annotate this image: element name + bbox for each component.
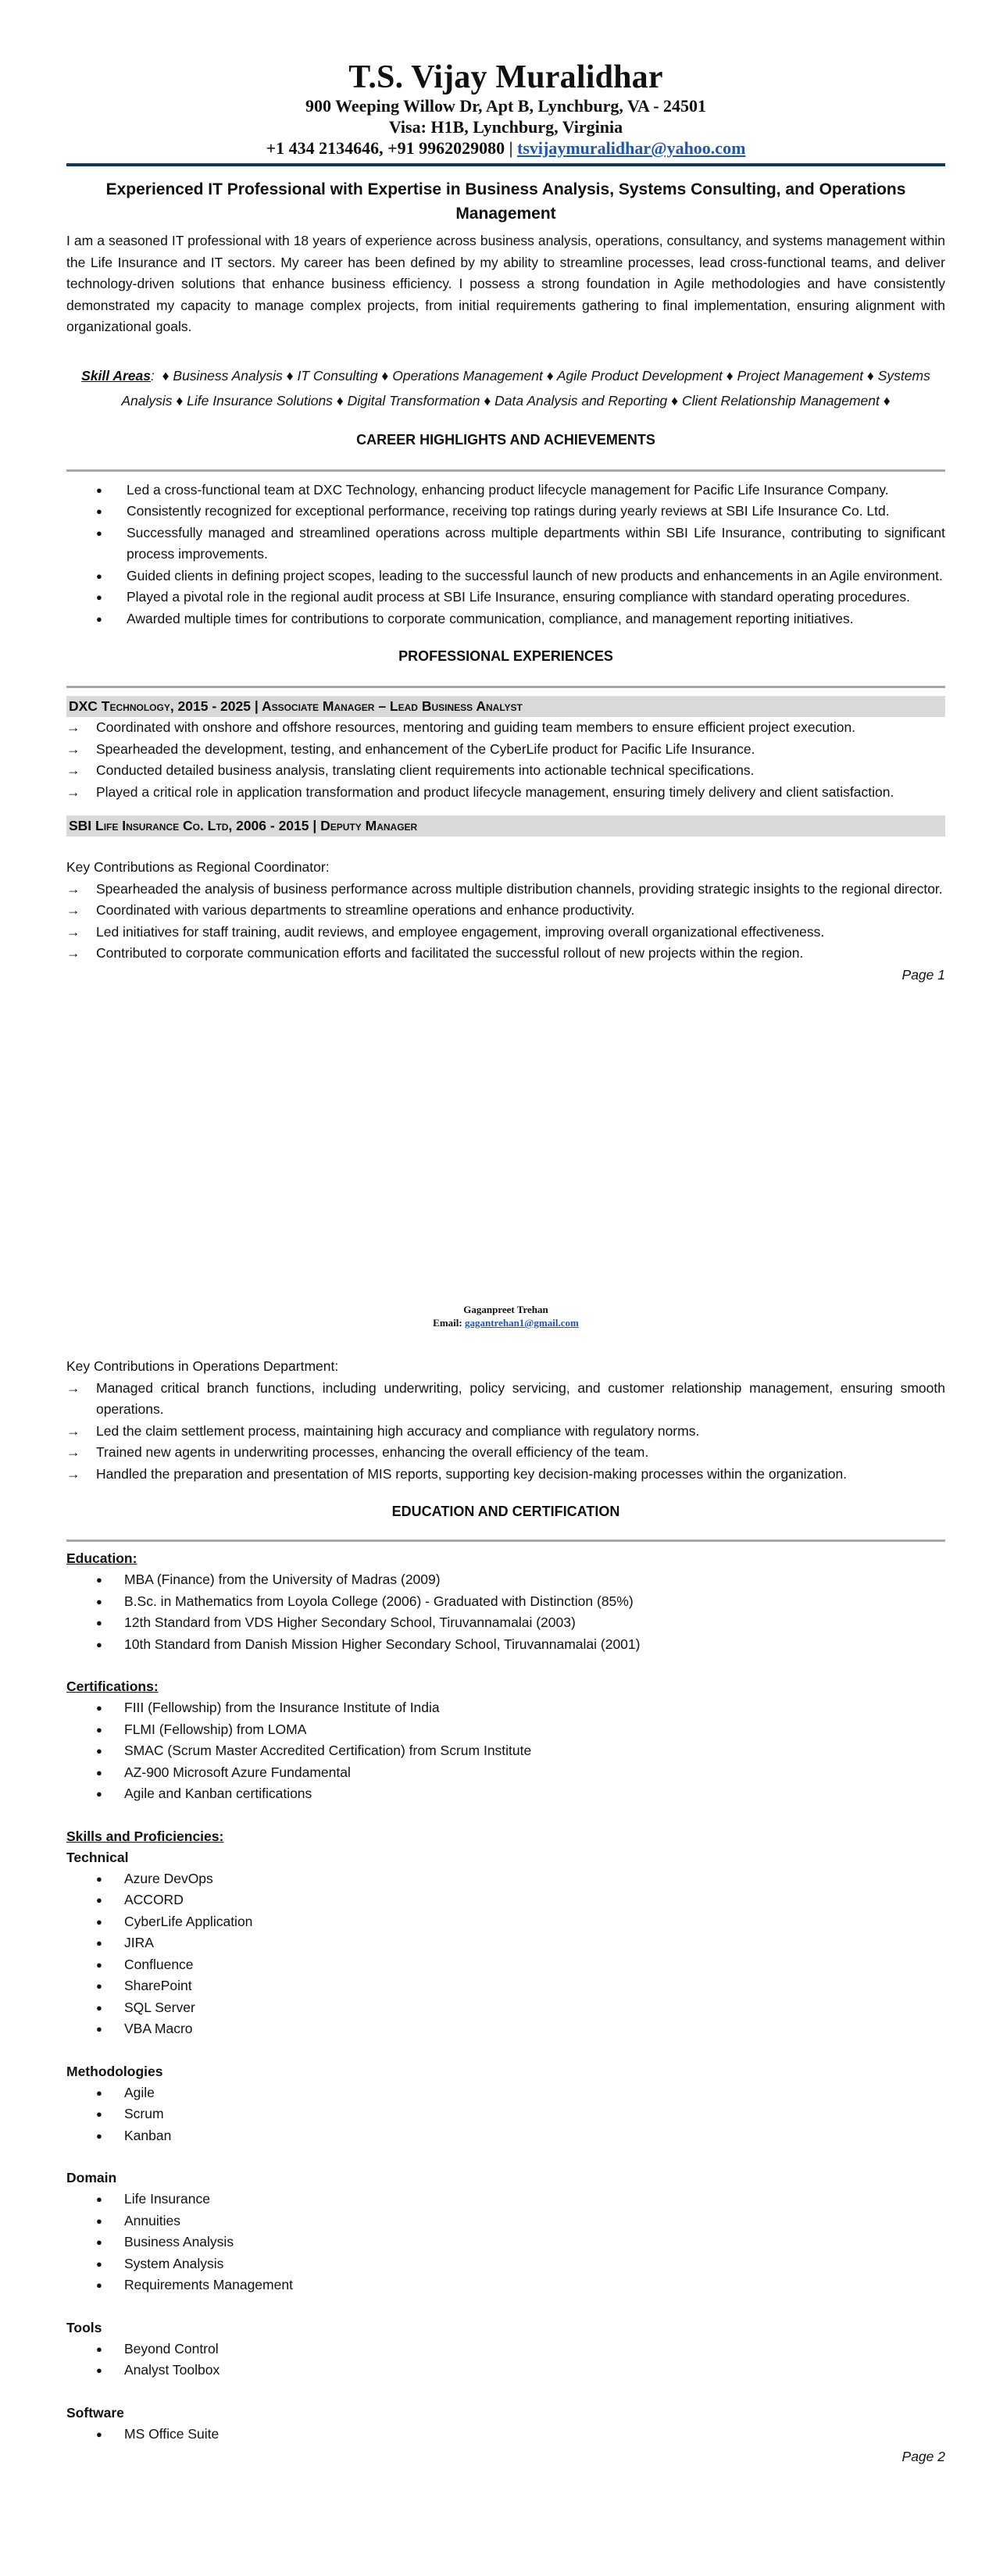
duty-item [66, 879, 945, 901]
bullet-icon: ● [96, 2342, 102, 2355]
list-item-text: Annuities [124, 2212, 180, 2228]
skills-categories [66, 1847, 945, 2446]
list-item-text: Life Insurance [124, 2191, 210, 2207]
duty-text: Coordinated with various departments to streamline operations and enhance productivity. [96, 902, 635, 918]
highlights-list [66, 480, 945, 630]
bullet-icon: ● [96, 1872, 102, 1885]
skill-category [66, 2061, 945, 2147]
duty-text: Handled the preparation and presentation of MIS reports, supporting key decision-making processes within the organization. [96, 1465, 848, 1482]
list-item-text: Led a cross-functional team at DXC Technology, enhancing product lifecycle management for Pacific Life Insurance Company. [127, 481, 889, 498]
skill-area-item: Systems Analysis [121, 367, 930, 409]
arrow-icon: → [66, 740, 80, 757]
diamond-icon: ♦ [671, 392, 682, 409]
bullet-icon: ● [96, 2236, 102, 2248]
bullet-icon: ● [96, 2279, 102, 2291]
profile-headline: Experienced IT Professional with Expertise in Business Analysis, Systems Consulting, and Operations Management [105, 180, 906, 223]
bullet-icon: ● [96, 1980, 102, 1992]
bullet-icon: ● [96, 569, 102, 582]
highlight-item [66, 608, 945, 630]
list-item-text: AZ-900 Microsoft Azure Fundamental [124, 1764, 351, 1780]
bullet-icon: ● [96, 2086, 102, 2099]
skill-areas-label: Skill Areas [81, 367, 152, 384]
duty-item [66, 922, 945, 944]
bullet-icon: ● [96, 2428, 102, 2440]
list-item-text: FIII (Fellowship) from the Insurance Institute of India [124, 1700, 440, 1715]
list-item-text: Beyond Control [124, 2340, 219, 2357]
duty-item [66, 760, 945, 782]
list-item-text: Analyst Toolbox [124, 2362, 220, 2378]
arrow-icon: → [66, 1444, 80, 1460]
duty-text: Coordinated with onshore and offshore resources, mentoring and guiding team members to ensure efficient project execution. [96, 719, 856, 735]
skill-item [66, 1932, 945, 1954]
education-label: Education: [66, 1550, 137, 1566]
bullet-icon: ● [96, 2129, 102, 2142]
skill-item [66, 2424, 945, 2446]
education-list [66, 1569, 945, 1655]
list-item-text: SharePoint [124, 1978, 192, 1993]
list-item-text: MBA (Finance) from the University of Madras (2009) [124, 1572, 441, 1587]
profile-summary: I am a seasoned IT professional with 18 years of experience across business analysis, operations, consultancy, and systems management within the Life Insurance and IT sectors. My career has been defined by my ability to streamline processes, lead cross-functional teams, and deliver technology-driven solutions that enhance business efficiency. I possess a strong foundation in Agile methodologies and have consistently demonstrated my capacity to manage complex projects, from initial requirements gathering to final implementation, ensuring alignment with organizational goals. [66, 233, 945, 334]
section-divider [66, 1540, 945, 1542]
skill-area-item: Operations Management [392, 367, 547, 384]
highlight-item [66, 566, 945, 587]
diamond-icon: ♦ [381, 367, 393, 384]
skill-category-title: Technical [66, 1849, 129, 1865]
list-item-text: System Analysis [124, 2255, 224, 2271]
skill-area-item: Client Relationship Management [681, 392, 884, 409]
duty-text: Spearheaded the development, testing, and enhancement of the CyberLife product for Pacific Life Insurance. [96, 740, 755, 757]
bullet-icon: ● [96, 505, 102, 517]
duty-item [66, 1421, 945, 1443]
list-item-text: Successfully managed and streamlined operations across multiple departments within SBI Life Insurance, contributing to significant process improvements. [127, 524, 945, 562]
bullet-icon: ● [96, 1937, 102, 1949]
skill-item [66, 2189, 945, 2210]
skill-category-title: Tools [66, 2319, 102, 2335]
skill-category-list [66, 2189, 945, 2296]
diamond-icon: ♦ [866, 367, 878, 384]
duty-text: Contributed to corporate communication efforts and facilitated the successful rollout of new projects within the region. [96, 945, 804, 961]
skill-area-item: Data Analysis and Reporting [494, 392, 672, 409]
bullet-icon: ● [96, 1915, 102, 1928]
skill-area-item: Life Insurance Solutions [187, 392, 337, 409]
bullet-icon: ● [96, 2364, 102, 2376]
duty-item [66, 1442, 945, 1464]
diamond-icon: ♦ [162, 367, 173, 384]
list-item-text: Guided clients in defining project scopes, leading to the successful launch of new products and enhancements in an Agile environment. [127, 567, 943, 583]
skill-category [66, 2167, 945, 2296]
skill-category-list [66, 1868, 945, 2040]
list-item-text: 12th Standard from VDS Higher Secondary School, Tiruvannamalai (2003) [124, 1614, 576, 1630]
list-item-text: Confluence [124, 1956, 194, 1972]
skill-item [66, 2339, 945, 2360]
diamond-icon: ♦ [546, 367, 557, 384]
job-dxc [66, 696, 945, 803]
skill-category-title: Methodologies [66, 2063, 163, 2079]
skill-item [66, 1868, 945, 1890]
arrow-icon: → [66, 902, 80, 918]
header-divider [66, 163, 945, 166]
bullet-icon: ● [96, 1745, 102, 1757]
certification-item [66, 1762, 945, 1784]
skill-item [66, 2018, 945, 2040]
job-duties-list [66, 879, 945, 965]
page-number: Page 2 [901, 2449, 945, 2464]
arrow-icon: → [66, 923, 80, 940]
duty-text: Trained new agents in underwriting processes, enhancing the overall efficiency of the team. [96, 1444, 649, 1460]
skill-item [66, 1889, 945, 1911]
bullet-icon: ● [96, 612, 102, 625]
duty-text: Conducted detailed business analysis, translating client requirements into actionable technical specifications. [96, 762, 755, 778]
candidate-address: 900 Weeping Willow Dr, Apt B, Lynchburg, VA - 24501 [305, 96, 707, 116]
candidate-name: T.S. Vijay Muralidhar [348, 59, 663, 95]
bullet-icon: ● [96, 1958, 102, 1971]
bullet-icon: ● [96, 2001, 102, 2014]
list-item-text: MS Office Suite [124, 2425, 220, 2442]
arrow-icon: → [66, 719, 80, 735]
skill-item [66, 2275, 945, 2296]
list-item-text: ACCORD [124, 1892, 184, 1907]
bullet-icon: ● [96, 1894, 102, 1906]
skill-item [66, 1954, 945, 1976]
list-item-text: Agile [124, 2084, 155, 2100]
duty-text: Led initiatives for staff training, audit reviews, and employee engagement, improving overall organizational effectiveness. [96, 923, 825, 940]
job-group-label: Key Contributions as Regional Coordinator: [66, 859, 330, 875]
bullet-icon: ● [96, 526, 102, 539]
skill-area-item: Project Management [737, 367, 867, 384]
list-item-text: CyberLife Application [124, 1913, 253, 1929]
page2-header-email [66, 1316, 945, 1329]
skill-item [66, 1997, 945, 2019]
job-duties-list [66, 1378, 945, 1486]
skill-item [66, 2103, 945, 2125]
job-header: DXC Technology, 2015 - 2025 | Associate Manager – Lead Business Analyst [66, 696, 945, 717]
certifications-label: Certifications: [66, 1679, 159, 1694]
skill-areas: Skill Areas: ♦ Business Analysis ♦ IT Consulting ♦ Operations Management ♦ Agile Product Development ♦ Project Management ♦ Systems Analysis ♦ Life Insurance Solutions ♦ Digital Transformation ♦ Data Analysis and Reporting ♦ Client Relationship Management ♦ [81, 367, 930, 409]
list-item-text: SMAC (Scrum Master Accredited Certification) from Scrum Institute [124, 1743, 532, 1758]
bullet-icon: ● [96, 1766, 102, 1779]
job-duties-list [66, 717, 945, 803]
highlight-item [66, 480, 945, 501]
candidate-phones: +1 434 2134646, +91 9962029080 | [266, 138, 517, 158]
diamond-icon: ♦ [726, 367, 737, 384]
bullet-icon: ● [96, 2257, 102, 2270]
job-sbi [66, 815, 945, 965]
duty-item [66, 739, 945, 761]
skill-item [66, 2125, 945, 2147]
certification-item [66, 1719, 945, 1741]
candidate-visa: Visa: H1B, Lynchburg, Virginia [388, 117, 623, 137]
skill-category-list [66, 2339, 945, 2382]
duty-item [66, 782, 945, 804]
arrow-icon: → [66, 1379, 80, 1396]
skill-category-title: Domain [66, 2170, 117, 2185]
bullet-icon: ● [96, 1638, 102, 1650]
bullet-icon: ● [96, 2108, 102, 2120]
education-item [66, 1591, 945, 1613]
skill-category-list [66, 2082, 945, 2147]
candidate-email-link[interactable]: tsvijaymuralidhar@yahoo.com [517, 138, 746, 158]
diamond-icon: ♦ [286, 367, 298, 384]
bullet-icon: ● [96, 2214, 102, 2227]
skill-category [66, 2403, 945, 2446]
skill-item [66, 2210, 945, 2232]
bullet-icon: ● [96, 1574, 102, 1586]
arrow-icon: → [66, 945, 80, 961]
section-title-highlights: CAREER HIGHLIGHTS AND ACHIEVEMENTS [356, 431, 655, 448]
job-header: SBI Life Insurance Co. Ltd, 2006 - 2015 | Deputy Manager [66, 815, 945, 837]
list-item-text: B.Sc. in Mathematics from Loyola College (2006) - Graduated with Distinction (85%) [124, 1593, 634, 1609]
arrow-icon: → [66, 880, 80, 897]
job-group-label: Key Contributions in Operations Department: [66, 1358, 339, 1374]
skill-area-item: Digital Transformation [347, 392, 484, 409]
list-item-text: FLMI (Fellowship) from LOMA [124, 1721, 307, 1737]
skill-item [66, 2232, 945, 2253]
bullet-icon: ● [96, 2193, 102, 2205]
skill-item [66, 2082, 945, 2104]
arrow-icon: → [66, 783, 80, 800]
bullet-icon: ● [96, 1595, 102, 1607]
list-item-text: Awarded multiple times for contributions to corporate communication, compliance, and management reporting initiatives. [127, 610, 854, 626]
duty-item [66, 900, 945, 922]
education-item [66, 1612, 945, 1634]
skill-area-item: IT Consulting [297, 367, 382, 384]
duty-item [66, 943, 945, 965]
section-title-education: EDUCATION AND CERTIFICATION [391, 1504, 620, 1519]
bullet-icon: ● [96, 1723, 102, 1736]
skill-category-list [66, 2424, 945, 2446]
diamond-icon: ♦ [883, 392, 891, 409]
highlight-item [66, 501, 945, 523]
skills-title: Skills and Proficiencies: [66, 1828, 224, 1844]
duty-text: Managed critical branch functions, including underwriting, policy servicing, and customer relationship management, ensuring smooth operations. [96, 1379, 945, 1417]
list-item-text: Requirements Management [124, 2277, 293, 2292]
page2-header-name: Gaganpreet Trehan [463, 1304, 548, 1315]
list-item-text: Business Analysis [124, 2234, 234, 2250]
list-item-text: SQL Server [124, 1999, 195, 2015]
duty-item [66, 1378, 945, 1421]
list-item-text: JIRA [124, 1935, 154, 1950]
duty-item [66, 1464, 945, 1486]
arrow-icon: → [66, 1422, 80, 1439]
list-item-text: Agile and Kanban certifications [124, 1786, 312, 1801]
skill-item [66, 1975, 945, 1997]
candidate-contact [66, 137, 945, 159]
list-item-text: Scrum [124, 2106, 164, 2121]
resume-page-1 [66, 59, 945, 985]
page-number: Page 1 [901, 966, 945, 983]
certifications-list [66, 1697, 945, 1805]
highlight-item [66, 523, 945, 566]
duty-text: Spearheaded the analysis of business performance across multiple distribution channels, providing strategic insights to the regional director. [96, 880, 943, 897]
highlight-item [66, 587, 945, 608]
certification-item [66, 1740, 945, 1762]
duty-item [66, 717, 945, 739]
bullet-icon: ● [96, 483, 102, 496]
bullet-icon: ● [96, 2023, 102, 2035]
list-item-text: Kanban [124, 2127, 172, 2143]
bullet-icon: ● [96, 591, 102, 603]
section-title-experience: PROFESSIONAL EXPERIENCES [398, 648, 613, 664]
skill-item [66, 1911, 945, 1933]
bullet-icon: ● [96, 1617, 102, 1629]
education-item [66, 1569, 945, 1591]
list-item-text: VBA Macro [124, 2021, 193, 2036]
list-item-text: Played a pivotal role in the regional audit process at SBI Life Insurance, ensuring compliance with standard operating procedures. [127, 589, 910, 605]
bullet-icon: ● [96, 1702, 102, 1714]
certification-item [66, 1783, 945, 1805]
section-divider [66, 686, 945, 688]
skill-item [66, 2360, 945, 2382]
diamond-icon: ♦ [336, 392, 348, 409]
resume-page-2 [66, 1303, 945, 2467]
education-item [66, 1634, 945, 1656]
section-divider [66, 469, 945, 472]
skill-area-item: Agile Product Development [556, 367, 726, 384]
skill-category-title: Software [66, 2404, 124, 2421]
page2-email-link[interactable]: gagantrehan1@gmail.com [464, 1317, 579, 1329]
skill-category [66, 2317, 945, 2382]
duty-text: Led the claim settlement process, maintaining high accuracy and compliance with regulatory norms. [96, 1422, 700, 1439]
arrow-icon: → [66, 1465, 80, 1482]
diamond-icon: ♦ [484, 392, 495, 409]
diamond-icon: ♦ [176, 392, 187, 409]
skill-item [66, 2253, 945, 2275]
resume-header [66, 59, 945, 166]
bullet-icon: ● [96, 1788, 102, 1800]
duty-text: Played a critical role in application transformation and product lifecycle management, ensuring timely delivery and client satisfaction. [96, 783, 894, 800]
email-label: Email: [433, 1317, 465, 1329]
arrow-icon: → [66, 762, 80, 778]
skill-area-item: Business Analysis [173, 367, 287, 384]
certification-item [66, 1697, 945, 1719]
list-item-text: Azure DevOps [124, 1870, 213, 1886]
skill-category [66, 1847, 945, 2040]
skill-areas-list [121, 368, 930, 409]
list-item-text: 10th Standard from Danish Mission Higher Secondary School, Tiruvannamalai (2001) [124, 1636, 641, 1652]
list-item-text: Consistently recognized for exceptional performance, receiving top ratings during yearly reviews at SBI Life Insurance Co. Ltd. [127, 503, 890, 519]
